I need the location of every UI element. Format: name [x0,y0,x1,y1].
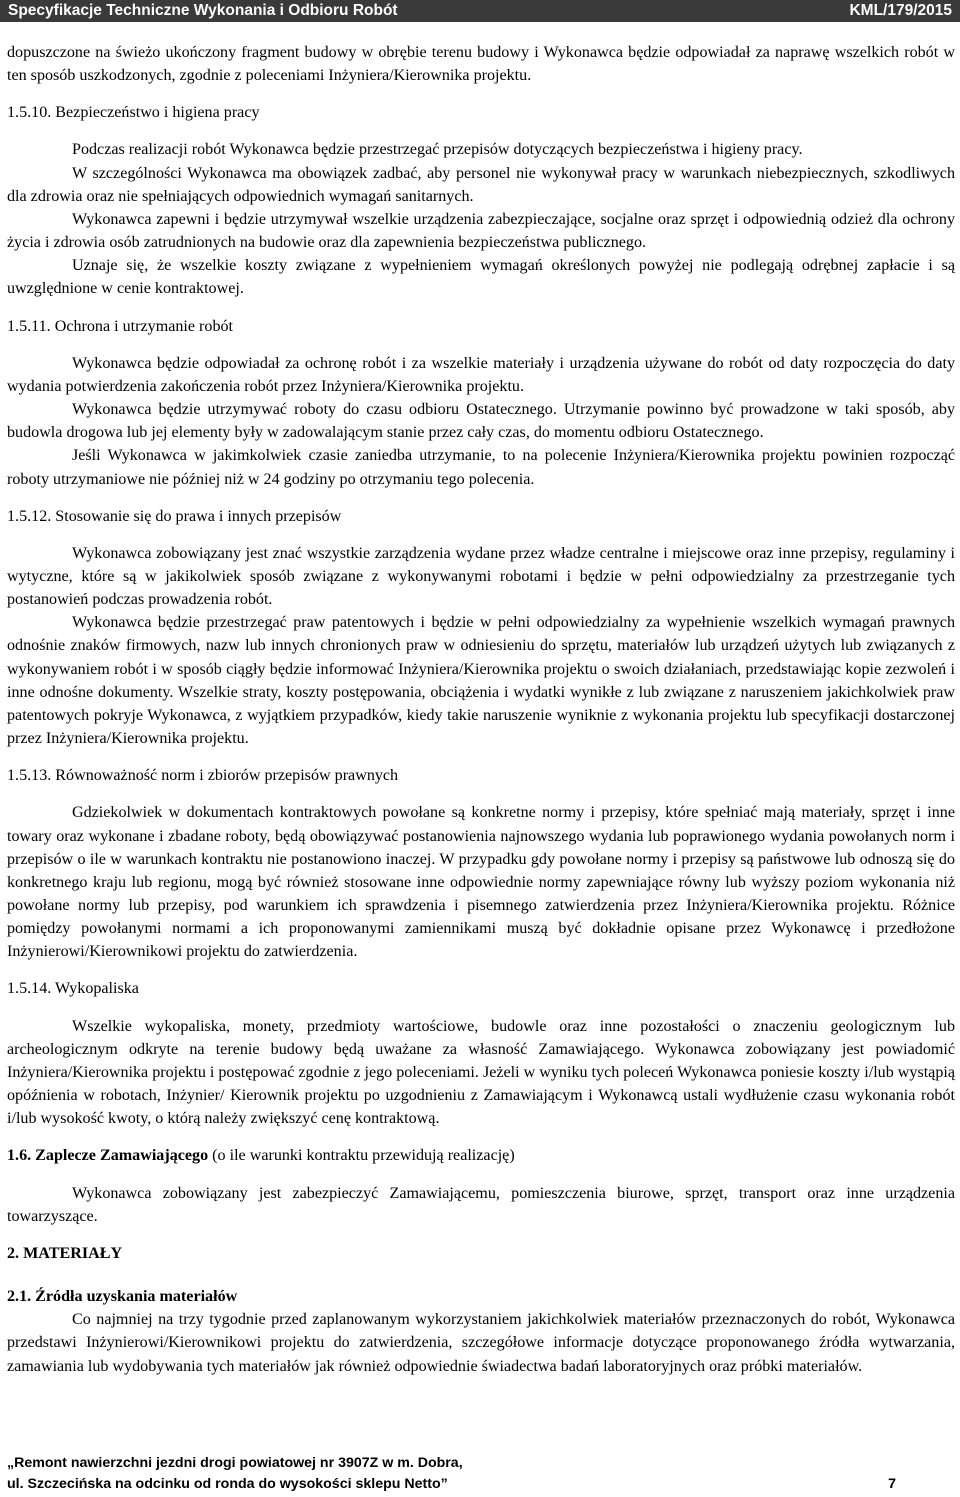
section-heading-1-5-13 [7,764,955,787]
paragraph: Podczas realizacji robót Wykonawca będzie przestrzegać przepisów dotyczących bezpieczeństwa i higieny pracy. [72,141,803,159]
paragraph: Wykonawca będzie przestrzegać praw patentowych i będzie w pełni odpowiedzialny za wypełnienie wszelkich wymagań prawnych odnośnie znaków firmowych, nazw lub innych chronionych praw w odniesieniu do sprzętu, materiałów lub urządzeń użytych lub związanych z wykonywaniem robót i w sposób ciągły będzie informować Inżyniera/Kierownika projektu o swoich działaniach, przedstawiając kopie zezwoleń i inne odnośne dokumenty. Wszelkie straty, koszty postępowania, obciążenia i wydatki wynikłe z lub związane z naruszeniem jakichkolwiek praw patentowych pokryje Wykonawca, z wyjątkiem przypadków, kiedy takie naruszenie wyniknie z wykonania projektu lub specyfikacji dostarczonej przez Inżyniera/Kierownika projektu. [7,614,955,748]
section-title: Bezpieczeństwo i higiena pracy [55,104,260,122]
footer-project-line-2: ul. Szczecińska na odcinku od ronda do wysokości sklepu Netto” [7,1476,448,1492]
footer-project-line-1: „Remont nawierzchni jezdni drogi powiatowej nr 3907Z w m. Dobra, [7,1455,463,1471]
header-title: Specyfikacje Techniczne Wykonania i Odbioru Robót [8,2,398,19]
section-title: Źródła uzyskania materiałów [35,1288,238,1306]
paragraph: Wykonawca zapewni i będzie utrzymywał wszelkie urządzenia zabezpieczające, socjalne oraz sprzęt i odpowiednią odzież dla ochrony życia i zdrowia osób zatrudnionych na budowie oraz dla zapewnienia bezpieczeństwa publicznego. [7,210,955,252]
section-title: Ochrona i utrzymanie robót [54,317,234,335]
paragraph: W szczególności Wykonawca ma obowiązek zadbać, aby personel nie wykonywał pracy w warunkach niebezpiecznych, szkodliwych dla zdrowia oraz nie spełniających odpowiednich wymagań sanitarnych. [7,164,955,205]
section-heading-1-5-12 [7,505,955,528]
paragraph: Wykonawca będzie odpowiadał za ochronę robót i za wszelkie materiały i urządzenia używane do robót od daty rozpoczęcia do daty wydania potwierdzenia zakończenia robót przez Inżyniera/Kierownika projektu. [7,354,955,395]
section-heading-1-5-10 [7,101,955,124]
section-title: Stosowanie się do prawa i innych przepisów [55,507,342,525]
section-title: Wykopaliska [55,980,139,998]
paragraph: Gdziekolwiek w dokumentach kontraktowych powołane są konkretne normy i przepisy, które spełniać mają materiały, sprzęt i inne towary oraz wykonane i zbadane roboty, będą obowiązywać postanowienia najnowszego wydania lub poprawionego wydania powołanych norm i przepisów o ile w warunkach kontraktu nie postanowiono inaczej. W przypadku gdy powołane normy i przepisy są państwowe lub odnoszą się do konkretnego kraju lub regionu, mogą być również stosowane inne odpowiednie normy zapewniające równy lub wyższy poziom wykonania niż powołane normy lub przepisy, pod warunkiem ich sprawdzenia i pisemnego zatwierdzenia przez Inżyniera/Kierownika projektu. Różnice pomiędzy powołanymi normami a ich proponowanymi zamiennikami muszą być dokładnie opisane przez Wykonawcę i przedłożone Inżynierowi/Kierownikowi projektu do zatwierdzenia. [7,804,955,961]
section-number: 1.5.11. [7,317,51,335]
paragraph: Jeśli Wykonawca w jakimkolwiek czasie zaniedba utrzymanie, to na polecenie Inżyniera/Kierownika projektu powinien rozpocząć roboty utrzymaniowe nie później niż w 24 godziny po otrzymaniu tego polecenia. [7,447,955,488]
section-title: Zaplecze Zamawiającego [35,1147,209,1165]
paragraph: Wszelkie wykopaliska, monety, przedmioty wartościowe, budowle oraz inne pozostałości o znaczeniu geologicznym lub archeologicznym odkryte na terenie budowy będą uważane za własność Zamawiającego. Wykonawca zobowiązany jest powiadomić Inżyniera/Kierownika projektu i postępować zgodnie z jego poleceniami. Jeżeli w wyniku tych poleceń Wykonawca poniesie koszty i/lub wystąpią opóźnienia w robotach, Inżynier/ Kierownik projektu po uzgodnieniu z Zamawiającym i Wykonawcą ustali wydłużenie czasu wykonania robót i/lub wysokość kwoty, o którą należy zwiększyć cenę kontraktową. [7,1017,955,1128]
page-number: 7 [888,1476,896,1492]
header-document-code: KML/179/2015 [849,2,952,19]
paragraph: Uznaje się, że wszelkie koszty związane z wypełnieniem wymagań określonych powyżej nie podlegają odrębnej zapłacie i są uwzględnione w cenie kontraktowej. [7,257,955,298]
paragraph: Wykonawca zobowiązany jest zabezpieczyć Zamawiającemu, pomieszczenia biurowe, sprzęt, transport oraz inne urządzenia towarzyszące. [7,1184,955,1225]
section-number: 1.6. [7,1147,32,1165]
section-number: 1.5.14. [7,980,52,998]
section-heading-1-5-14 [7,977,955,1000]
page-header [0,0,960,22]
section-heading-1-6 [7,1144,955,1167]
paragraph: Wykonawca będzie utrzymywać roboty do czasu odbioru Ostatecznego. Utrzymanie powinno być prowadzone w taki sposób, aby budowla drogowa lub jej elementy były w zadowalającym stanie przez cały czas, do momentu odbioru Ostatecznego. [7,401,955,442]
paragraph: Co najmniej na trzy tygodnie przed zaplanowanym wykorzystaniem jakichkolwiek materiałów przeznaczonych do robót, Wykonawca przedstawi Inżynierowi/Kierownikowi projektu do zatwierdzenia, szczegółowe informacje dotyczące proponowanego źródła wytwarzania, zamawiania lub wydobywania tych materiałów jak również odpowiednie świadectwa badań laboratoryjnych oraz próbki materiałów. [7,1311,955,1375]
section-number: 1.5.10. [7,104,52,122]
section-number: 2. [7,1244,20,1262]
section-title: MATERIAŁY [23,1244,123,1262]
section-note: (o ile warunki kontraktu przewidują realizację) [212,1147,515,1165]
paragraph: Wykonawca zobowiązany jest znać wszystkie zarządzenia wydane przez władze centralne i miejscowe oraz inne przepisy, regulaminy i wytyczne, które są w jakikolwiek sposób związane z wykonywanymi robotami i będzie w pełni odpowiedzialny za przestrzeganie tych postanowień podczas prowadzenia robót. [7,544,955,609]
page-footer [7,1453,952,1495]
chapter-heading-2 [7,1242,955,1265]
section-title: Równoważność norm i zbiorów przepisów prawnych [55,767,399,785]
section-number: 2.1. [7,1288,32,1306]
paragraph-intro: dopuszczone na świeżo ukończony fragment budowy w obrębie terenu budowy i Wykonawca będzie odpowiadał za naprawę wszelkich robót w ten sposób uszkodzonych, zgodnie z poleceniami Inżyniera/Kierownika projektu. [7,44,955,85]
section-number: 1.5.13. [7,767,52,785]
document-body [7,41,955,1378]
section-number: 1.5.12. [7,507,52,525]
section-heading-2-1 [7,1285,955,1308]
section-heading-1-5-11 [7,315,955,338]
